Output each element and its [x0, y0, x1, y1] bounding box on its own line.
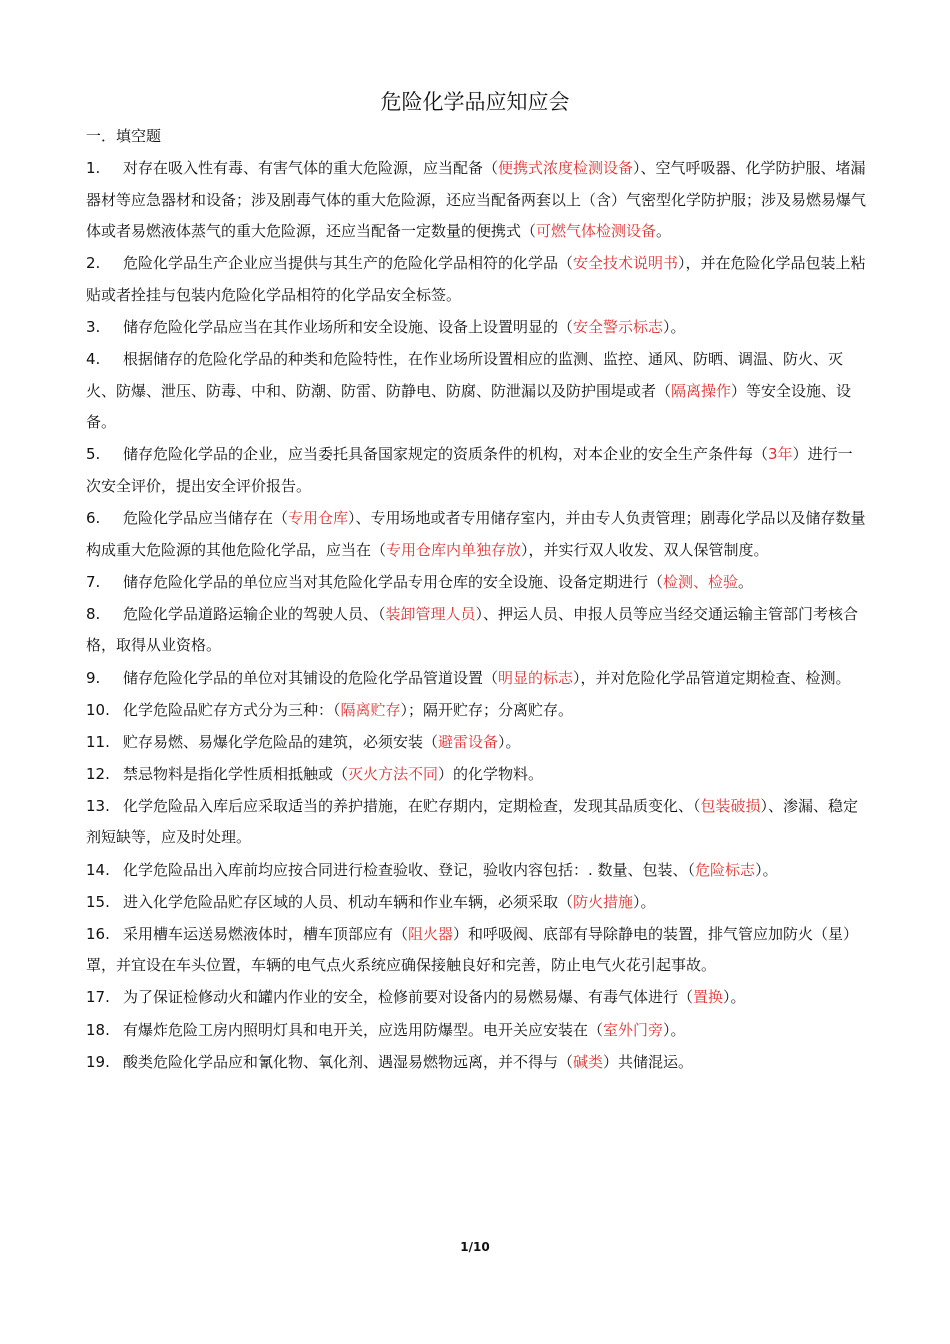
question-number: 13.	[86, 796, 110, 815]
answer-text: 明显的标志	[498, 668, 574, 687]
question-text: ）。	[723, 988, 746, 1007]
question-text: 有爆炸危险工房内照明灯具和电开关，应选用防爆型。电开关应安装在（	[123, 1020, 604, 1039]
question-number: 6.	[86, 509, 101, 528]
section-heading: 一．填空题	[86, 127, 162, 145]
question-text: ）；隔开贮存；分离贮存。	[400, 700, 574, 719]
question-number: 17.	[86, 988, 110, 1007]
question-item	[86, 663, 866, 695]
question-text: ）的化学物料。	[438, 764, 544, 783]
question-item	[86, 1047, 866, 1079]
question-text: 酸类危险化学品应和氰化物、氧化剂、遇湿易燃物远离，并不得与（	[123, 1052, 574, 1071]
question-text: ）、渗漏、稳定剂短缺等，应及时处理。	[86, 796, 859, 847]
question-item	[86, 248, 866, 311]
question-item	[86, 312, 866, 344]
question-text: 化学危险品贮存方式分为三种：（	[123, 700, 341, 719]
answer-text: 碱类	[573, 1052, 604, 1071]
answer-text: 防火措施	[573, 892, 634, 911]
answer-text: 危险标志	[695, 860, 756, 879]
answer-text: 专用仓库	[288, 509, 349, 528]
question-item	[86, 759, 866, 791]
question-text: ）。	[755, 860, 778, 879]
question-item	[86, 855, 866, 887]
answer-text: 可燃气体检测设备	[536, 222, 657, 241]
page-title: 危险化学品应知应会	[380, 90, 570, 114]
question-item	[86, 439, 866, 502]
question-item	[86, 919, 866, 982]
question-text: ）、押运人员、申报人员等应当经交通运输主管部门考核合格，取得从业资格。	[86, 604, 859, 655]
question-text: 储存危险化学品应当在其作业场所和安全设施、设备上设置明显的（	[123, 317, 574, 336]
question-text: 化学危险品入库后应采取适当的养护措施，在贮存期内，定期检查，发现其品质变化、（	[123, 796, 701, 815]
question-text: 储存危险化学品的单位对其铺设的危险化学品管道设置（	[123, 668, 499, 687]
question-text: ）、空气呼吸器、化学防护服、堵漏器材等应急器材和设备；涉及剧毒气体的重大危险源，还应当配备两套以上（含）气密型化学防护服；涉及易燃易爆气体或者易燃液体蒸气的重大危险源，还应当配备一定数量的便携式（	[86, 159, 867, 241]
answer-text: 包装破损	[700, 796, 761, 815]
answer-text: 避雷设备	[438, 732, 499, 751]
question-list	[86, 153, 866, 1079]
question-number: 5.	[86, 445, 101, 464]
question-number: 11.	[86, 732, 110, 751]
question-item	[86, 695, 866, 727]
question-item	[86, 503, 866, 566]
question-number: 10.	[86, 700, 110, 719]
question-text: 采用槽车运送易燃液体时，槽车顶部应有（	[123, 924, 409, 943]
question-text: 贮存易燃、易爆化学危险品的建筑，必须安装（	[123, 732, 439, 751]
question-text: 为了保证检修动火和罐内作业的安全，检修前要对设备内的易燃易爆、有毒气体进行（	[123, 988, 694, 1007]
question-text: 危险化学品道路运输企业的驾驶人员、（	[123, 604, 386, 623]
answer-text: 3年	[768, 445, 793, 464]
question-item	[86, 791, 866, 854]
page-number: 1/10	[460, 1240, 490, 1254]
question-number: 4.	[86, 350, 101, 369]
question-text: ）和呼吸阀、底部有导除静电的装置，排气管应加防火（星）罩，并宜设在车头位置，车辆的电气点火系统应确保接触良好和完善，防止电气火花引起事故。	[86, 924, 859, 975]
question-item	[86, 887, 866, 919]
question-text: ）等安全设施、设备。	[86, 381, 852, 432]
question-item	[86, 153, 866, 248]
question-number: 9.	[86, 668, 101, 687]
question-text: 危险化学品生产企业应当提供与其生产的危险化学品相符的化学品（	[123, 254, 574, 273]
answer-text: 隔离贮存	[340, 700, 401, 719]
question-number: 12.	[86, 764, 110, 783]
question-text: ），并对危险化学品管道定期检查、检测。	[573, 668, 851, 687]
question-number: 3.	[86, 317, 101, 336]
question-number: 16.	[86, 924, 110, 943]
question-text: 危险化学品应当储存在（	[123, 509, 289, 528]
question-item	[86, 1015, 866, 1047]
question-number: 2.	[86, 254, 101, 273]
question-text: ）。	[663, 1020, 686, 1039]
question-text: ）。	[498, 732, 521, 751]
question-number: 15.	[86, 892, 110, 911]
question-text: ）进行一次安全评价，提出安全评价报告。	[86, 445, 853, 495]
question-item	[86, 982, 866, 1014]
answer-text: 室外门旁	[603, 1020, 664, 1039]
answer-text: 专用仓库内单独存放	[386, 540, 522, 559]
answer-text: 装卸管理人员	[385, 604, 476, 623]
answer-text: 安全警示标志	[573, 317, 664, 336]
question-text: ）、专用场地或者专用储存室内，并由专人负责管理；剧毒化学品以及储存数量构成重大危险源的其他危险化学品，应当在（	[86, 509, 866, 559]
question-number: 14.	[86, 860, 110, 879]
question-text: ）。	[663, 317, 686, 336]
question-text: 。	[656, 222, 672, 241]
question-text: 根据储存的危险化学品的种类和危险特性，在作业场所设置相应的监测、监控、通风、防晒、调温、防火、灭火、防爆、泄压、防毒、中和、防潮、防雷、防静电、防腐、防泄漏以及防护围堤或者（	[86, 350, 844, 400]
question-text: ）共储混运。	[603, 1052, 694, 1071]
question-number: 19.	[86, 1052, 110, 1071]
answer-text: 安全技术说明书	[573, 254, 679, 273]
question-text: ）。	[633, 892, 656, 911]
question-text: 储存危险化学品的单位应当对其危险化学品专用仓库的安全设施、设备定期进行（	[123, 572, 664, 591]
question-item	[86, 727, 866, 759]
question-item	[86, 344, 866, 439]
answer-text: 阻火器	[408, 924, 454, 943]
question-number: 1.	[86, 159, 101, 177]
question-text: 对存在吸入性有毒、有害气体的重大危险源，应当配备（	[123, 159, 499, 177]
question-text: 禁忌物料是指化学性质相抵触或（	[123, 764, 349, 783]
question-text: ），并在危险化学品包装上粘贴或者拴挂与包装内危险化学品相符的化学品安全标签。	[86, 254, 866, 304]
question-text: 储存危险化学品的企业，应当委托具备国家规定的资质条件的机构，对本企业的安全生产条件每（	[123, 445, 769, 464]
question-item	[86, 599, 866, 662]
question-number: 8.	[86, 604, 101, 623]
question-text: 。	[738, 572, 754, 591]
question-item	[86, 567, 866, 599]
question-number: 7.	[86, 572, 101, 591]
answer-text: 置换	[693, 988, 724, 1007]
question-text: 化学危险品出入库前均应按合同进行检查验收、登记，验收内容包括：. 数量、包装、（	[123, 860, 696, 879]
question-number: 18.	[86, 1020, 110, 1039]
answer-text: 检测、检验	[663, 572, 739, 591]
answer-text: 灭火方法不同	[348, 764, 439, 783]
question-text: ），并实行双人收发、双人保管制度。	[521, 540, 769, 559]
answer-text: 隔离操作	[671, 381, 732, 400]
answer-text: 便携式浓度检测设备	[498, 159, 634, 177]
question-text: 进入化学危险品贮存区域的人员、机动车辆和作业车辆，必须采取（	[123, 892, 574, 911]
